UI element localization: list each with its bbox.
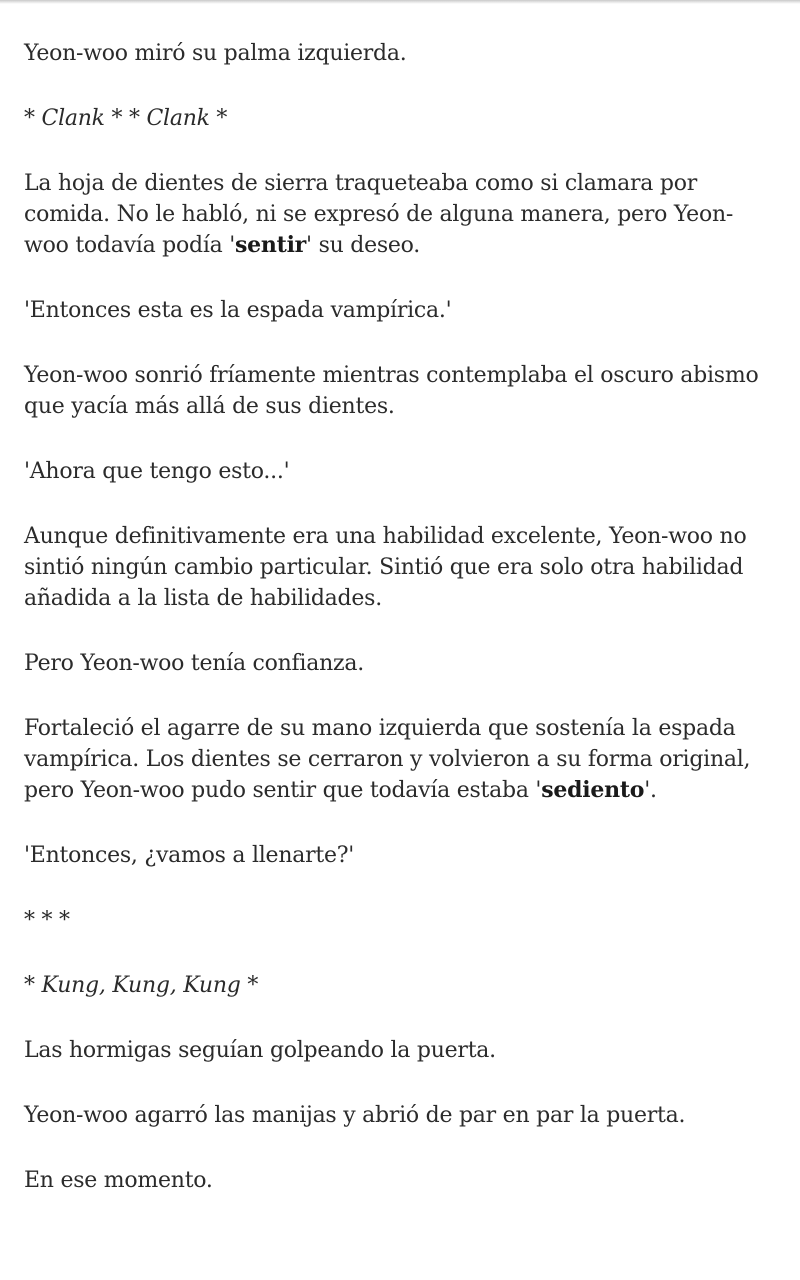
scene-break: * * * (24, 908, 70, 933)
text-run: Fortaleció el agarre de su mano izquierda que sostenía la espada vampírica. Los dientes se cerraron y volvieron a su forma original, pero Yeon-woo pudo sentir que todavía estaba ' (24, 716, 751, 803)
paragraph: Yeon-woo miró su palma izquierda. (24, 41, 407, 66)
emphasis-text: sediento (541, 777, 645, 803)
paragraph: Yeon-woo sonrió fríamente mientras contemplaba el oscuro abismo que yacía más allá de sus dientes. (24, 363, 759, 419)
emphasis-text: sentir (235, 232, 307, 258)
paragraph (24, 713, 770, 806)
thought-line: 'Entonces esta es la espada vampírica.' (24, 298, 452, 323)
paragraph: Aunque definitivamente era una habilidad excelente, Yeon-woo no sintió ningún cambio particular. Sintió que era solo otra habilidad añadida a la lista de habilidades. (24, 524, 747, 611)
paragraph: Yeon-woo agarró las manijas y abrió de par en par la puerta. (24, 1103, 686, 1128)
paragraph: Pero Yeon-woo tenía confianza. (24, 651, 364, 676)
text-run: La hoja de dientes de sierra traqueteaba como si clamara por comida. No le habló, ni se expresó de alguna manera, pero Yeon-woo todavía podía ' (24, 171, 734, 258)
sound-effect: * Kung, Kung, Kung * (24, 973, 259, 998)
paragraph (24, 168, 770, 261)
paragraph: Las hormigas seguían golpeando la puerta. (24, 1038, 496, 1063)
text-run: '. (644, 778, 657, 803)
thought-line: 'Entonces, ¿vamos a llenarte?' (24, 843, 355, 868)
thought-line: 'Ahora que tengo esto...' (24, 459, 290, 484)
paragraph: En ese momento. (24, 1168, 213, 1193)
sound-effect: * Clank * * Clank * (24, 106, 228, 131)
text-run: ' su deseo. (306, 233, 421, 258)
